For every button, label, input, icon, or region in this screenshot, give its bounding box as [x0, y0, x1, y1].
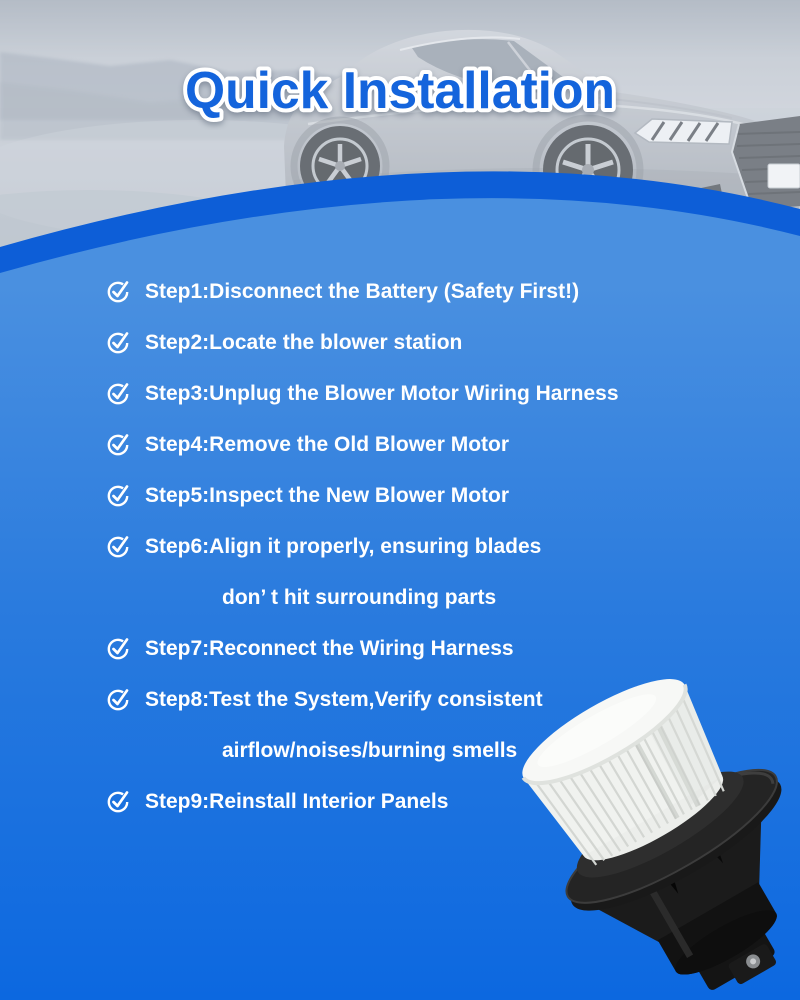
step-text: Step3:Unplug the Blower Motor Wiring Harness: [145, 382, 619, 405]
check-circle-icon: [107, 635, 133, 661]
page-title: [0, 40, 800, 130]
step-text: Step2:Locate the blower station: [145, 331, 463, 354]
check-circle-icon: [107, 686, 133, 712]
check-circle-icon: [107, 380, 133, 406]
step-text-continued: don’ t hit surrounding parts: [222, 586, 497, 609]
step-text: Step1:Disconnect the Battery (Safety First!): [145, 280, 580, 303]
check-circle-icon: [107, 482, 133, 508]
step-text: Step8:Test the System,Verify consistent: [145, 688, 543, 711]
check-circle-icon: [107, 788, 133, 814]
curved-band: [0, 110, 800, 290]
check-circle-icon: [107, 329, 133, 355]
step-item-1: [107, 266, 777, 317]
step-item-3: [107, 368, 777, 419]
step-item-7: [107, 623, 777, 674]
step-text-continued: airflow/noises/burning smells: [222, 739, 518, 762]
check-circle-icon: [107, 431, 133, 457]
step-item-4: [107, 419, 777, 470]
step-item-8: [107, 674, 777, 776]
step-item-2: [107, 317, 777, 368]
step-text: Step9:Reinstall Interior Panels: [145, 790, 449, 813]
check-circle-icon: [107, 533, 133, 559]
page-title-text: Quick Installation: [185, 62, 615, 120]
step-text: Step7:Reconnect the Wiring Harness: [145, 637, 514, 660]
step-item-6: [107, 521, 777, 623]
step-text: Step6:Align it properly, ensuring blades: [145, 535, 542, 558]
step-text: Step4:Remove the Old Blower Motor: [145, 433, 510, 456]
installation-steps-list: [107, 266, 777, 827]
check-circle-icon: [107, 278, 133, 304]
step-item-5: [107, 470, 777, 521]
step-text: Step5:Inspect the New Blower Motor: [145, 484, 510, 507]
step-item-9: [107, 776, 777, 827]
